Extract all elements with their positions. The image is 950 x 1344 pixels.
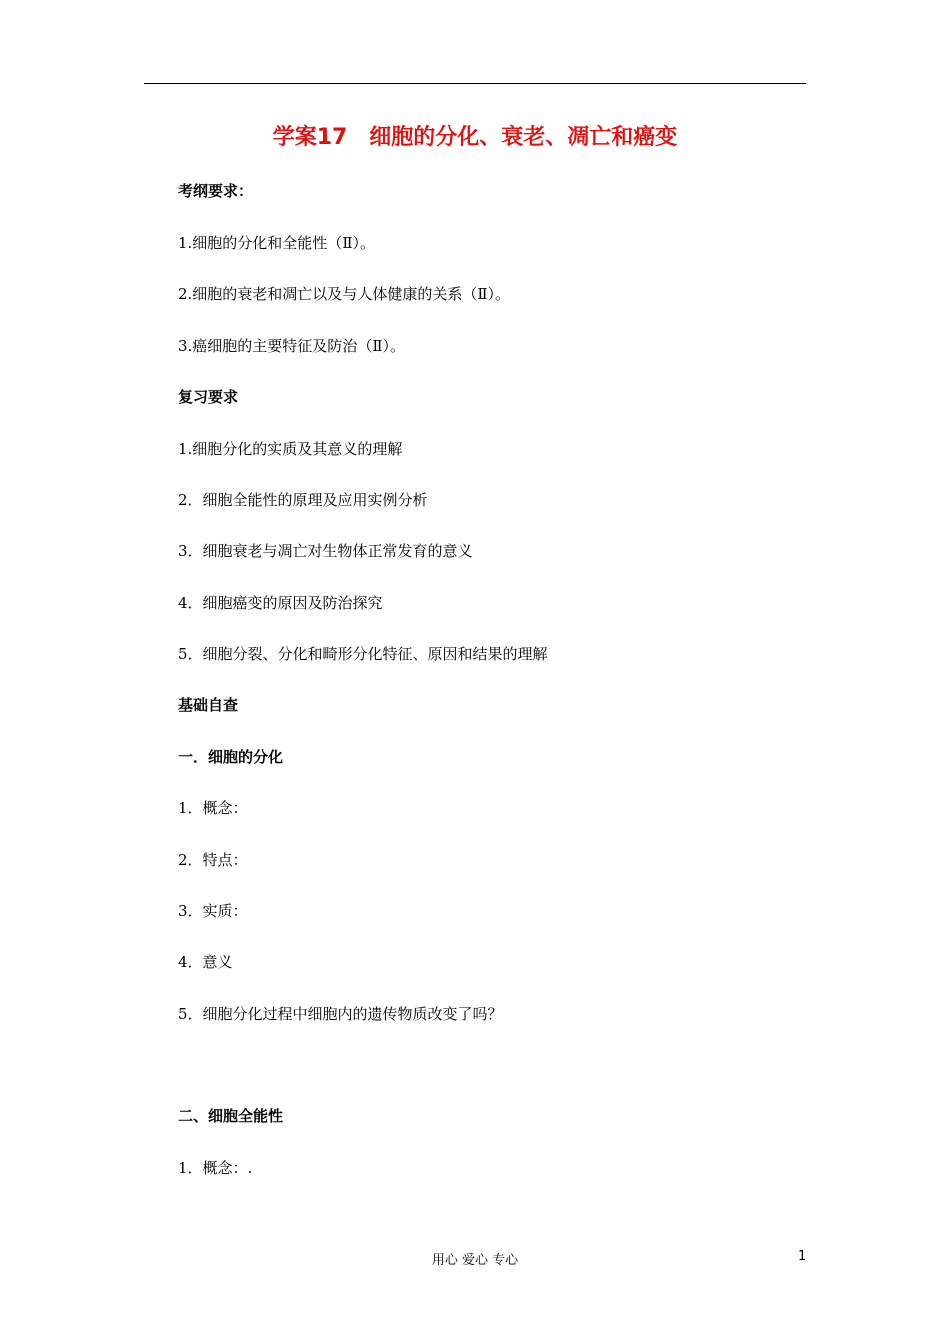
header-rule bbox=[144, 83, 806, 84]
review-requirements-heading: 复习要求 bbox=[178, 388, 239, 406]
self-check-item: 1．概念： bbox=[178, 799, 248, 817]
exam-requirement-item: 1.细胞的分化和全能性（Ⅱ）。 bbox=[178, 234, 376, 252]
review-requirement-item: 5．细胞分裂、分化和畸形分化特征、原因和结果的理解 bbox=[178, 645, 548, 663]
self-check-item: 4．意义 bbox=[178, 953, 233, 971]
self-check-item: 1．概念：. bbox=[178, 1159, 253, 1177]
basic-self-check-heading: 基础自查 bbox=[178, 696, 239, 714]
review-requirement-item: 3．细胞衰老与凋亡对生物体正常发育的意义 bbox=[178, 542, 473, 560]
exam-requirement-item: 2.细胞的衰老和凋亡以及与人体健康的关系（Ⅱ）。 bbox=[178, 285, 511, 303]
exam-requirement-item: 3.癌细胞的主要特征及防治（Ⅱ）。 bbox=[178, 337, 406, 355]
footer-motto: 用心 爱心 专心 bbox=[431, 1253, 519, 1268]
review-requirement-item: 1.细胞分化的实质及其意义的理解 bbox=[178, 440, 403, 458]
section-heading-totipotency: 二、细胞全能性 bbox=[178, 1107, 284, 1125]
review-requirement-item: 2．细胞全能性的原理及应用实例分析 bbox=[178, 491, 428, 509]
exam-requirements-heading: 考纲要求： bbox=[178, 182, 254, 200]
page-title: 学案17 细胞的分化、衰老、凋亡和癌变 bbox=[272, 125, 678, 150]
self-check-item: 5．细胞分化过程中细胞内的遗传物质改变了吗？ bbox=[178, 1005, 503, 1023]
section-heading-cell-differentiation: 一．细胞的分化 bbox=[178, 748, 284, 766]
page-number: 1 bbox=[798, 1249, 807, 1264]
self-check-item: 3．实质： bbox=[178, 902, 248, 920]
self-check-item: 2．特点： bbox=[178, 851, 248, 869]
review-requirement-item: 4．细胞癌变的原因及防治探究 bbox=[178, 594, 383, 612]
